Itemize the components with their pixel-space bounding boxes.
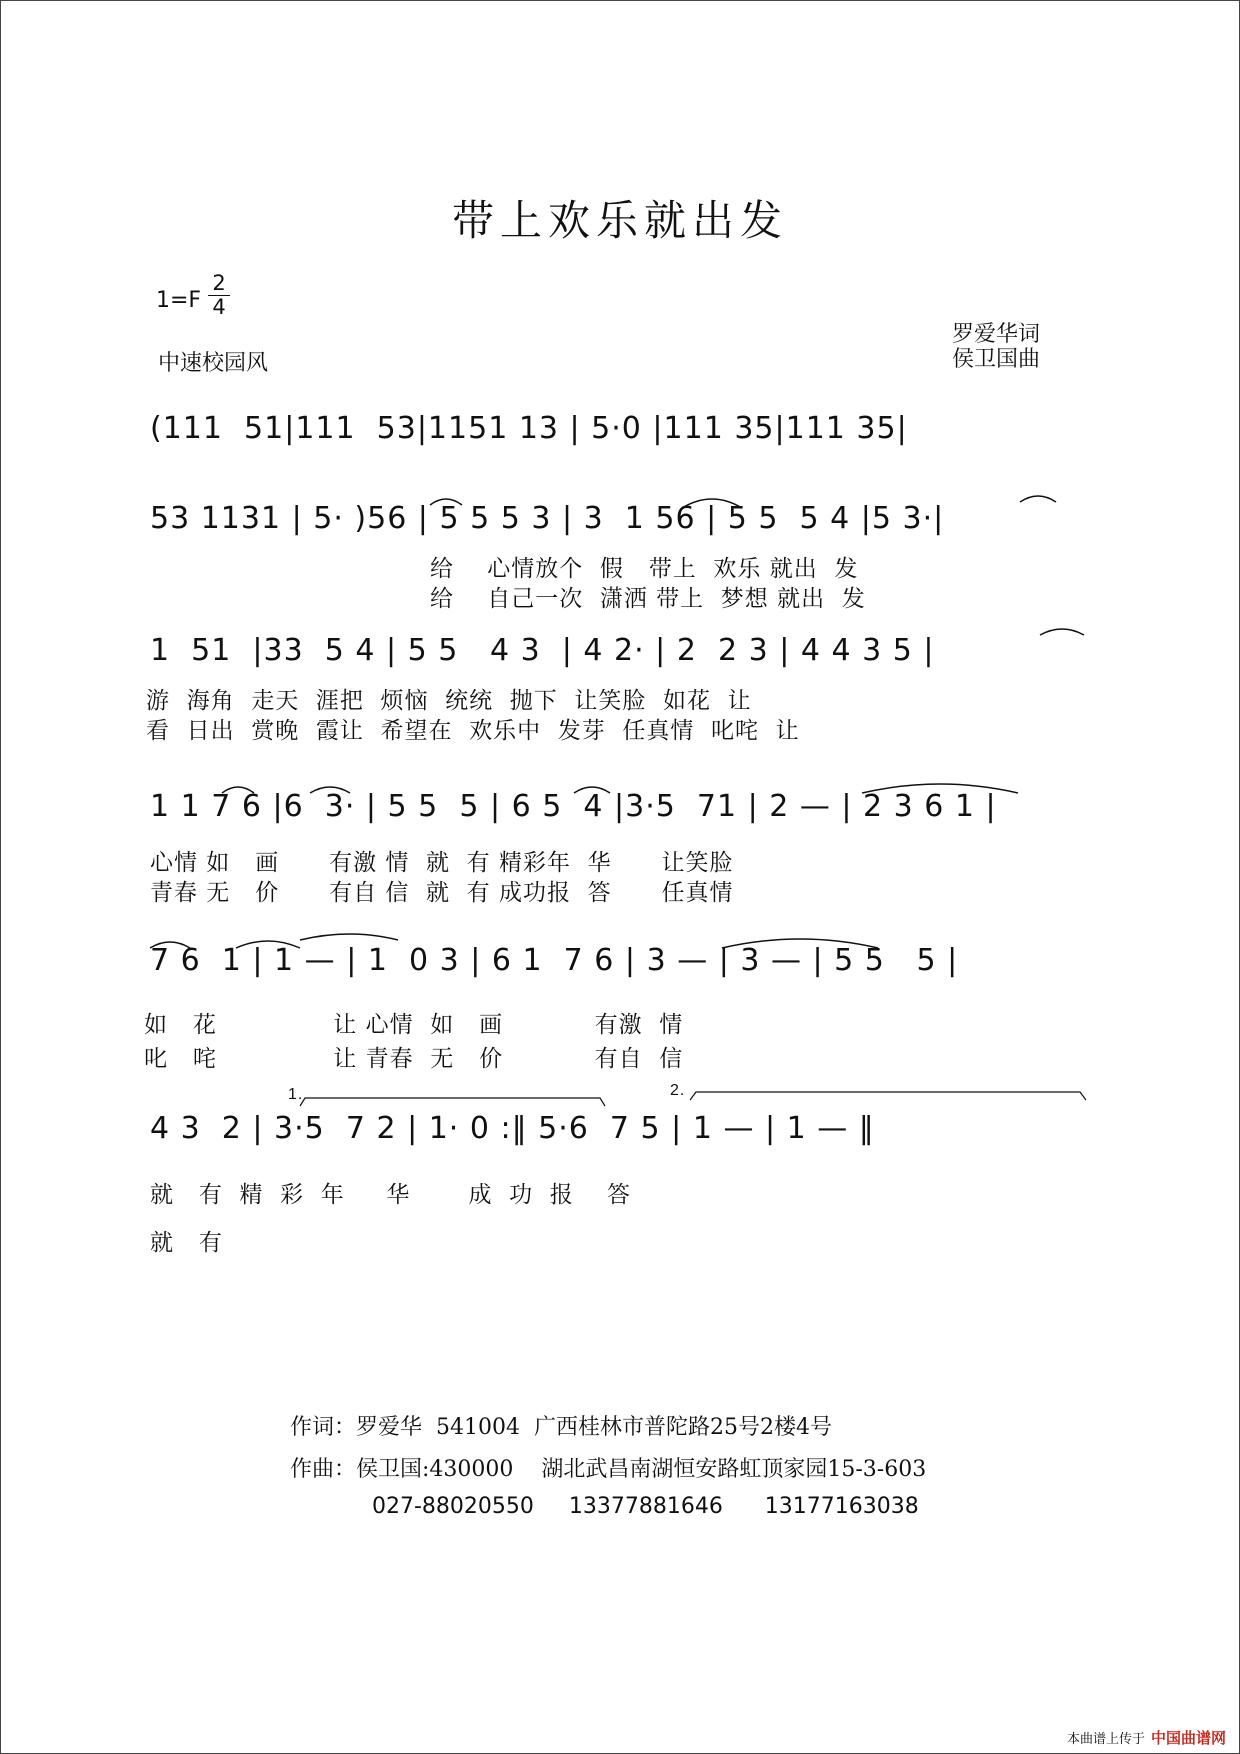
site-logo[interactable]: 中国曲谱网 <box>1150 1729 1226 1747</box>
slur-mark <box>222 787 254 793</box>
lyric-line-6-verse-1: 就 有 精 彩 年 华 成 功 报 答 <box>150 1182 632 1208</box>
notation-line-2: 53 1131 | 5· )56 | 5 5 5 3 | 3 1 56 | 5 5 5 4 |5 3·| <box>150 501 945 536</box>
slur-mark <box>1020 496 1056 502</box>
footer-lyricist-info: 作词：罗爱华 541004 广西桂林市普陀路25号2楼4号 <box>290 1415 832 1440</box>
notation-line-1: (111 51|111 53|1151 13 | 5·0 |111 35|111 35| <box>150 411 908 446</box>
lyric-line-2-verse-1: 给 心情放个 假 带上 欢乐 就出 发 <box>430 556 859 582</box>
upload-note-text: 本曲谱上传于 <box>1066 1732 1145 1747</box>
slur-mark <box>1040 629 1084 635</box>
volta-1-bracket <box>300 1098 605 1106</box>
volta-1-label: 1. <box>288 1086 304 1103</box>
notation-line-4: 1 1 7 6 |6 3· | 5 5 5 | 6 5 4 |3·5 71 | 2 — | 2 3 6 1 | <box>150 789 997 824</box>
lyric-line-2-verse-2: 给 自己一次 潇洒 带上 梦想 就出 发 <box>430 586 866 612</box>
slur-mark <box>682 499 742 508</box>
song-title: 带上欢乐就出发 <box>451 196 788 245</box>
composer-credit: 侯卫国曲 <box>952 347 1041 372</box>
slur-mark <box>300 934 398 940</box>
slur-mark <box>236 941 300 948</box>
slur-mark <box>862 784 1018 793</box>
footer-phone-numbers: 027-88020550 13377881646 13177163038 <box>372 1494 919 1519</box>
notation-line-6: 4 3 2 | 3·5 7 2 | 1· 0 :‖ 5·6 7 5 | 1 — | 1 — ‖ <box>150 1111 875 1146</box>
upload-note <box>1067 1727 1226 1748</box>
time-signature-bottom: 4 <box>212 295 226 319</box>
key-signature: 1=F <box>156 288 202 313</box>
lyric-line-4-verse-2: 青春 无 价 有自 信 就 有 成功报 答 任真情 <box>150 880 734 906</box>
slur-mark <box>310 787 350 793</box>
volta-2-label: 2. <box>670 1082 686 1099</box>
lyricist-credit: 罗爱华词 <box>952 322 1041 347</box>
lyric-line-4-verse-1: 心情 如 画 有激 情 就 有 精彩年 华 让笑脸 <box>150 850 734 876</box>
slur-mark <box>150 942 190 948</box>
notation-line-5: 7 6 1 | 1 — | 1 0 3 | 6 1 7 6 | 3 — | 3 — | 5 5 5 | <box>150 943 959 978</box>
slur-mark <box>430 499 462 505</box>
slur-mark <box>722 939 878 948</box>
volta-2-bracket <box>690 1092 1086 1100</box>
lyric-line-3-verse-2: 看 日出 赏晚 霞让 希望在 欢乐中 发芽 任真情 叱咤 让 <box>146 718 800 744</box>
footer-composer-info: 作曲：侯卫国:430000 湖北武昌南湖恒安路虹顶家园15-3-603 <box>290 1457 927 1482</box>
lyric-line-5-verse-2: 叱 咤 让 青春 无 价 有自 信 <box>144 1046 684 1072</box>
notation-line-3: 1 51 |33 5 4 | 5 5 4 3 | 4 2· | 2 2 3 | 4 4 3 5 | <box>150 633 935 668</box>
tempo-marking: 中速校园风 <box>158 351 269 376</box>
lyric-line-3-verse-1: 游 海角 走天 涯把 烦恼 统统 抛下 让笑脸 如花 让 <box>146 688 752 714</box>
lyric-line-5-verse-1: 如 花 让 心情 如 画 有激 情 <box>144 1012 684 1038</box>
slur-mark <box>574 787 610 793</box>
time-signature-top: 2 <box>212 271 226 295</box>
lyric-line-6-verse-2: 就 有 <box>150 1230 223 1256</box>
